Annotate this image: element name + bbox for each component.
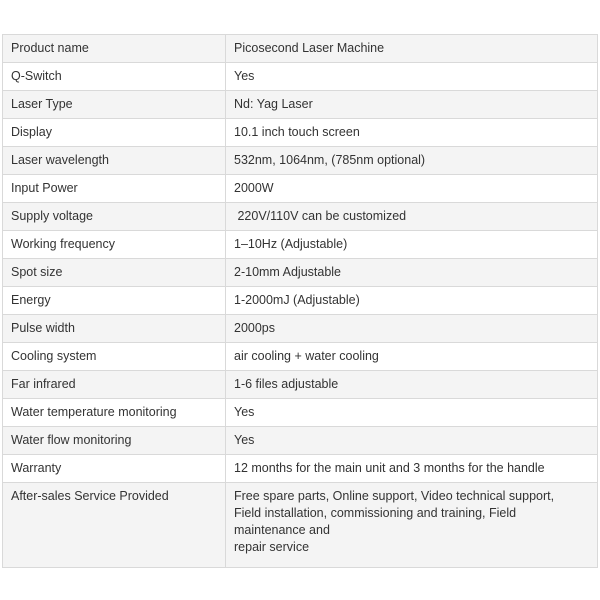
table-row	[3, 259, 598, 287]
row-label: Cooling system	[3, 343, 226, 371]
table-row	[3, 483, 598, 568]
table-row	[3, 315, 598, 343]
table-row	[3, 175, 598, 203]
row-value: 10.1 inch touch screen	[226, 119, 598, 147]
spec-table	[2, 34, 598, 568]
value-line: Field installation, commissioning and training, Field	[234, 506, 517, 520]
row-value: Yes	[226, 427, 598, 455]
row-value: Picosecond Laser Machine	[226, 35, 598, 63]
table-row	[3, 147, 598, 175]
row-value: 2000W	[226, 175, 598, 203]
table-row	[3, 455, 598, 483]
table-row	[3, 343, 598, 371]
row-value: Nd: Yag Laser	[226, 91, 598, 119]
row-label: Display	[3, 119, 226, 147]
table-row	[3, 91, 598, 119]
row-value: 1-2000mJ (Adjustable)	[226, 287, 598, 315]
value-line: repair service	[234, 540, 310, 554]
table-row	[3, 371, 598, 399]
table-row	[3, 231, 598, 259]
row-value: 12 months for the main unit and 3 months for the handle	[226, 455, 598, 483]
row-value: Yes	[226, 63, 598, 91]
row-value: 2-10mm Adjustable	[226, 259, 598, 287]
table-row	[3, 203, 598, 231]
row-label: Product name	[3, 35, 226, 63]
row-value: 220V/110V can be customized	[226, 203, 598, 231]
row-label: Warranty	[3, 455, 226, 483]
row-label: Energy	[3, 287, 226, 315]
table-row	[3, 63, 598, 91]
table-row	[3, 119, 598, 147]
row-value	[226, 483, 598, 568]
row-label: Pulse width	[3, 315, 226, 343]
row-label: Water flow monitoring	[3, 427, 226, 455]
row-label: Spot size	[3, 259, 226, 287]
row-value: 532nm, 1064nm, (785nm optional)	[226, 147, 598, 175]
row-label: After-sales Service Provided	[3, 483, 226, 568]
row-label: Laser Type	[3, 91, 226, 119]
row-label: Far infrared	[3, 371, 226, 399]
row-label: Working frequency	[3, 231, 226, 259]
row-value: 1-6 files adjustable	[226, 371, 598, 399]
row-value: 2000ps	[226, 315, 598, 343]
row-label: Q-Switch	[3, 63, 226, 91]
row-value: Yes	[226, 399, 598, 427]
row-label: Supply voltage	[3, 203, 226, 231]
row-label: Input Power	[3, 175, 226, 203]
table-row	[3, 399, 598, 427]
value-line: maintenance and	[234, 523, 330, 537]
row-value: air cooling + water cooling	[226, 343, 598, 371]
value-line: Free spare parts, Online support, Video technical support,	[234, 489, 555, 503]
row-label: Water temperature monitoring	[3, 399, 226, 427]
table-row	[3, 287, 598, 315]
row-value: 1–10Hz (Adjustable)	[226, 231, 598, 259]
table-row	[3, 35, 598, 63]
table-row	[3, 427, 598, 455]
row-label: Laser wavelength	[3, 147, 226, 175]
